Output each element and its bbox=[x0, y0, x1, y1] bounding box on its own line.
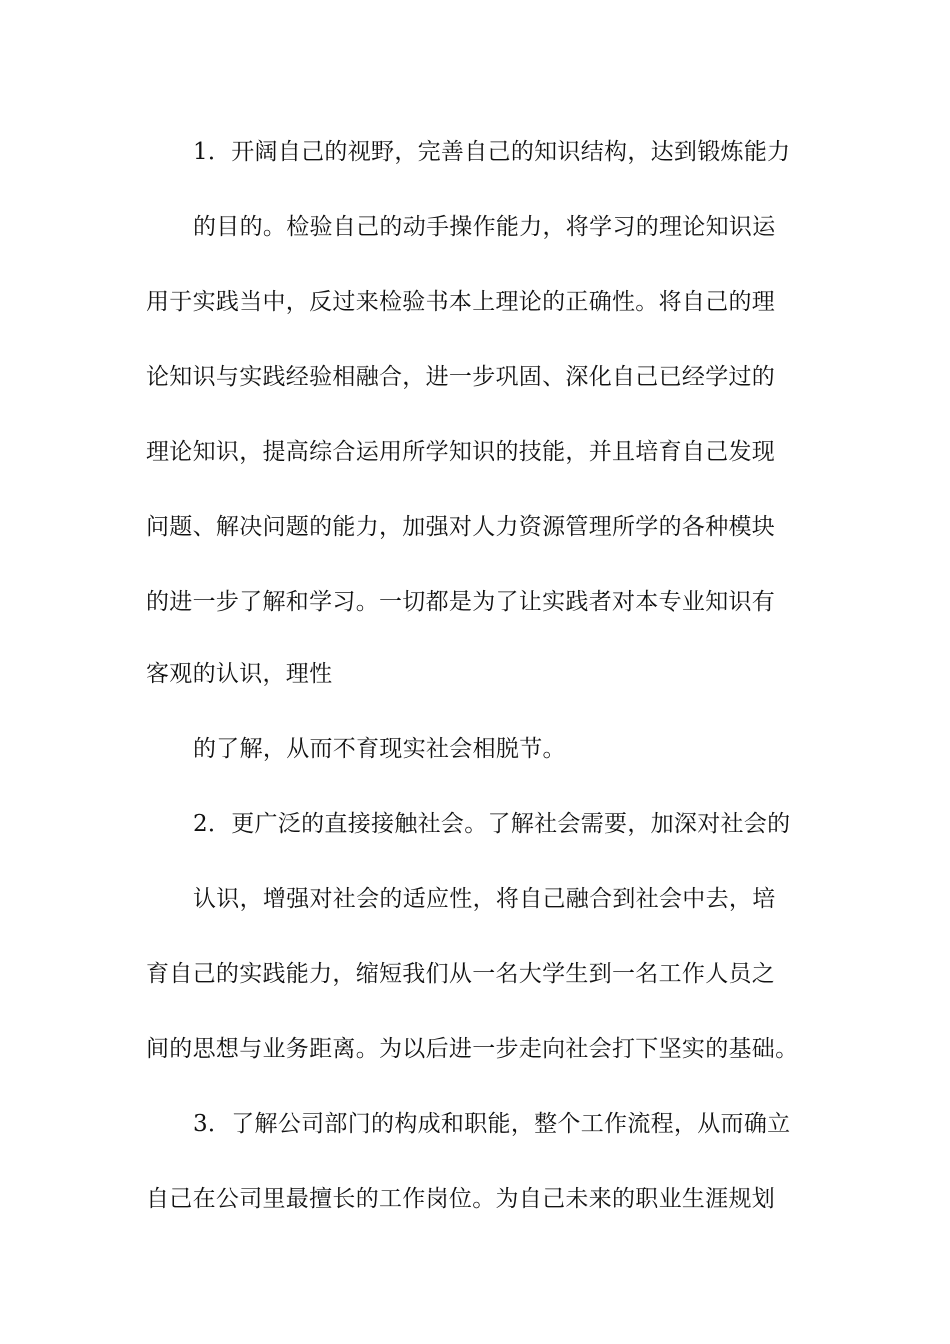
text-line: 理论知识，提高综合运用所学知识的技能，并且培育自己发现 bbox=[146, 439, 776, 465]
text-line: 论知识与实践经验相融合，进一步巩固、深化自己已经学过的 bbox=[146, 364, 776, 390]
text-line: 认识，增强对社会的适应性，将自己融合到社会中去，培 bbox=[193, 886, 776, 912]
text-line: 的了解，从而不育现实社会相脱节。 bbox=[193, 736, 566, 762]
text-line: 客观的认识，理性 bbox=[146, 661, 333, 687]
text-line: 育自己的实践能力，缩短我们从一名大学生到一名工作人员之 bbox=[146, 961, 776, 987]
text-line: 1．开阔自己的视野，完善自己的知识结构，达到锻炼能力 bbox=[193, 139, 791, 165]
text-line: 的目的。检验自己的动手操作能力，将学习的理论知识运 bbox=[193, 214, 776, 240]
text-line: 问题、解决问题的能力，加强对人力资源管理所学的各种模块 bbox=[146, 514, 776, 540]
text-line: 自己在公司里最擅长的工作岗位。为自己未来的职业生涯规划 bbox=[146, 1186, 776, 1212]
text-line: 间的思想与业务距离。为以后进一步走向社会打下坚实的基础。 bbox=[146, 1036, 799, 1062]
text-line: 2．更广泛的直接接触社会。了解社会需要，加深对社会的 bbox=[193, 811, 791, 837]
text-line: 3．了解公司部门的构成和职能，整个工作流程，从而确立 bbox=[193, 1111, 791, 1137]
text-line: 用于实践当中，反过来检验书本上理论的正确性。将自己的理 bbox=[146, 289, 776, 315]
text-line: 的进一步了解和学习。一切都是为了让实践者对本专业知识有 bbox=[146, 589, 776, 615]
